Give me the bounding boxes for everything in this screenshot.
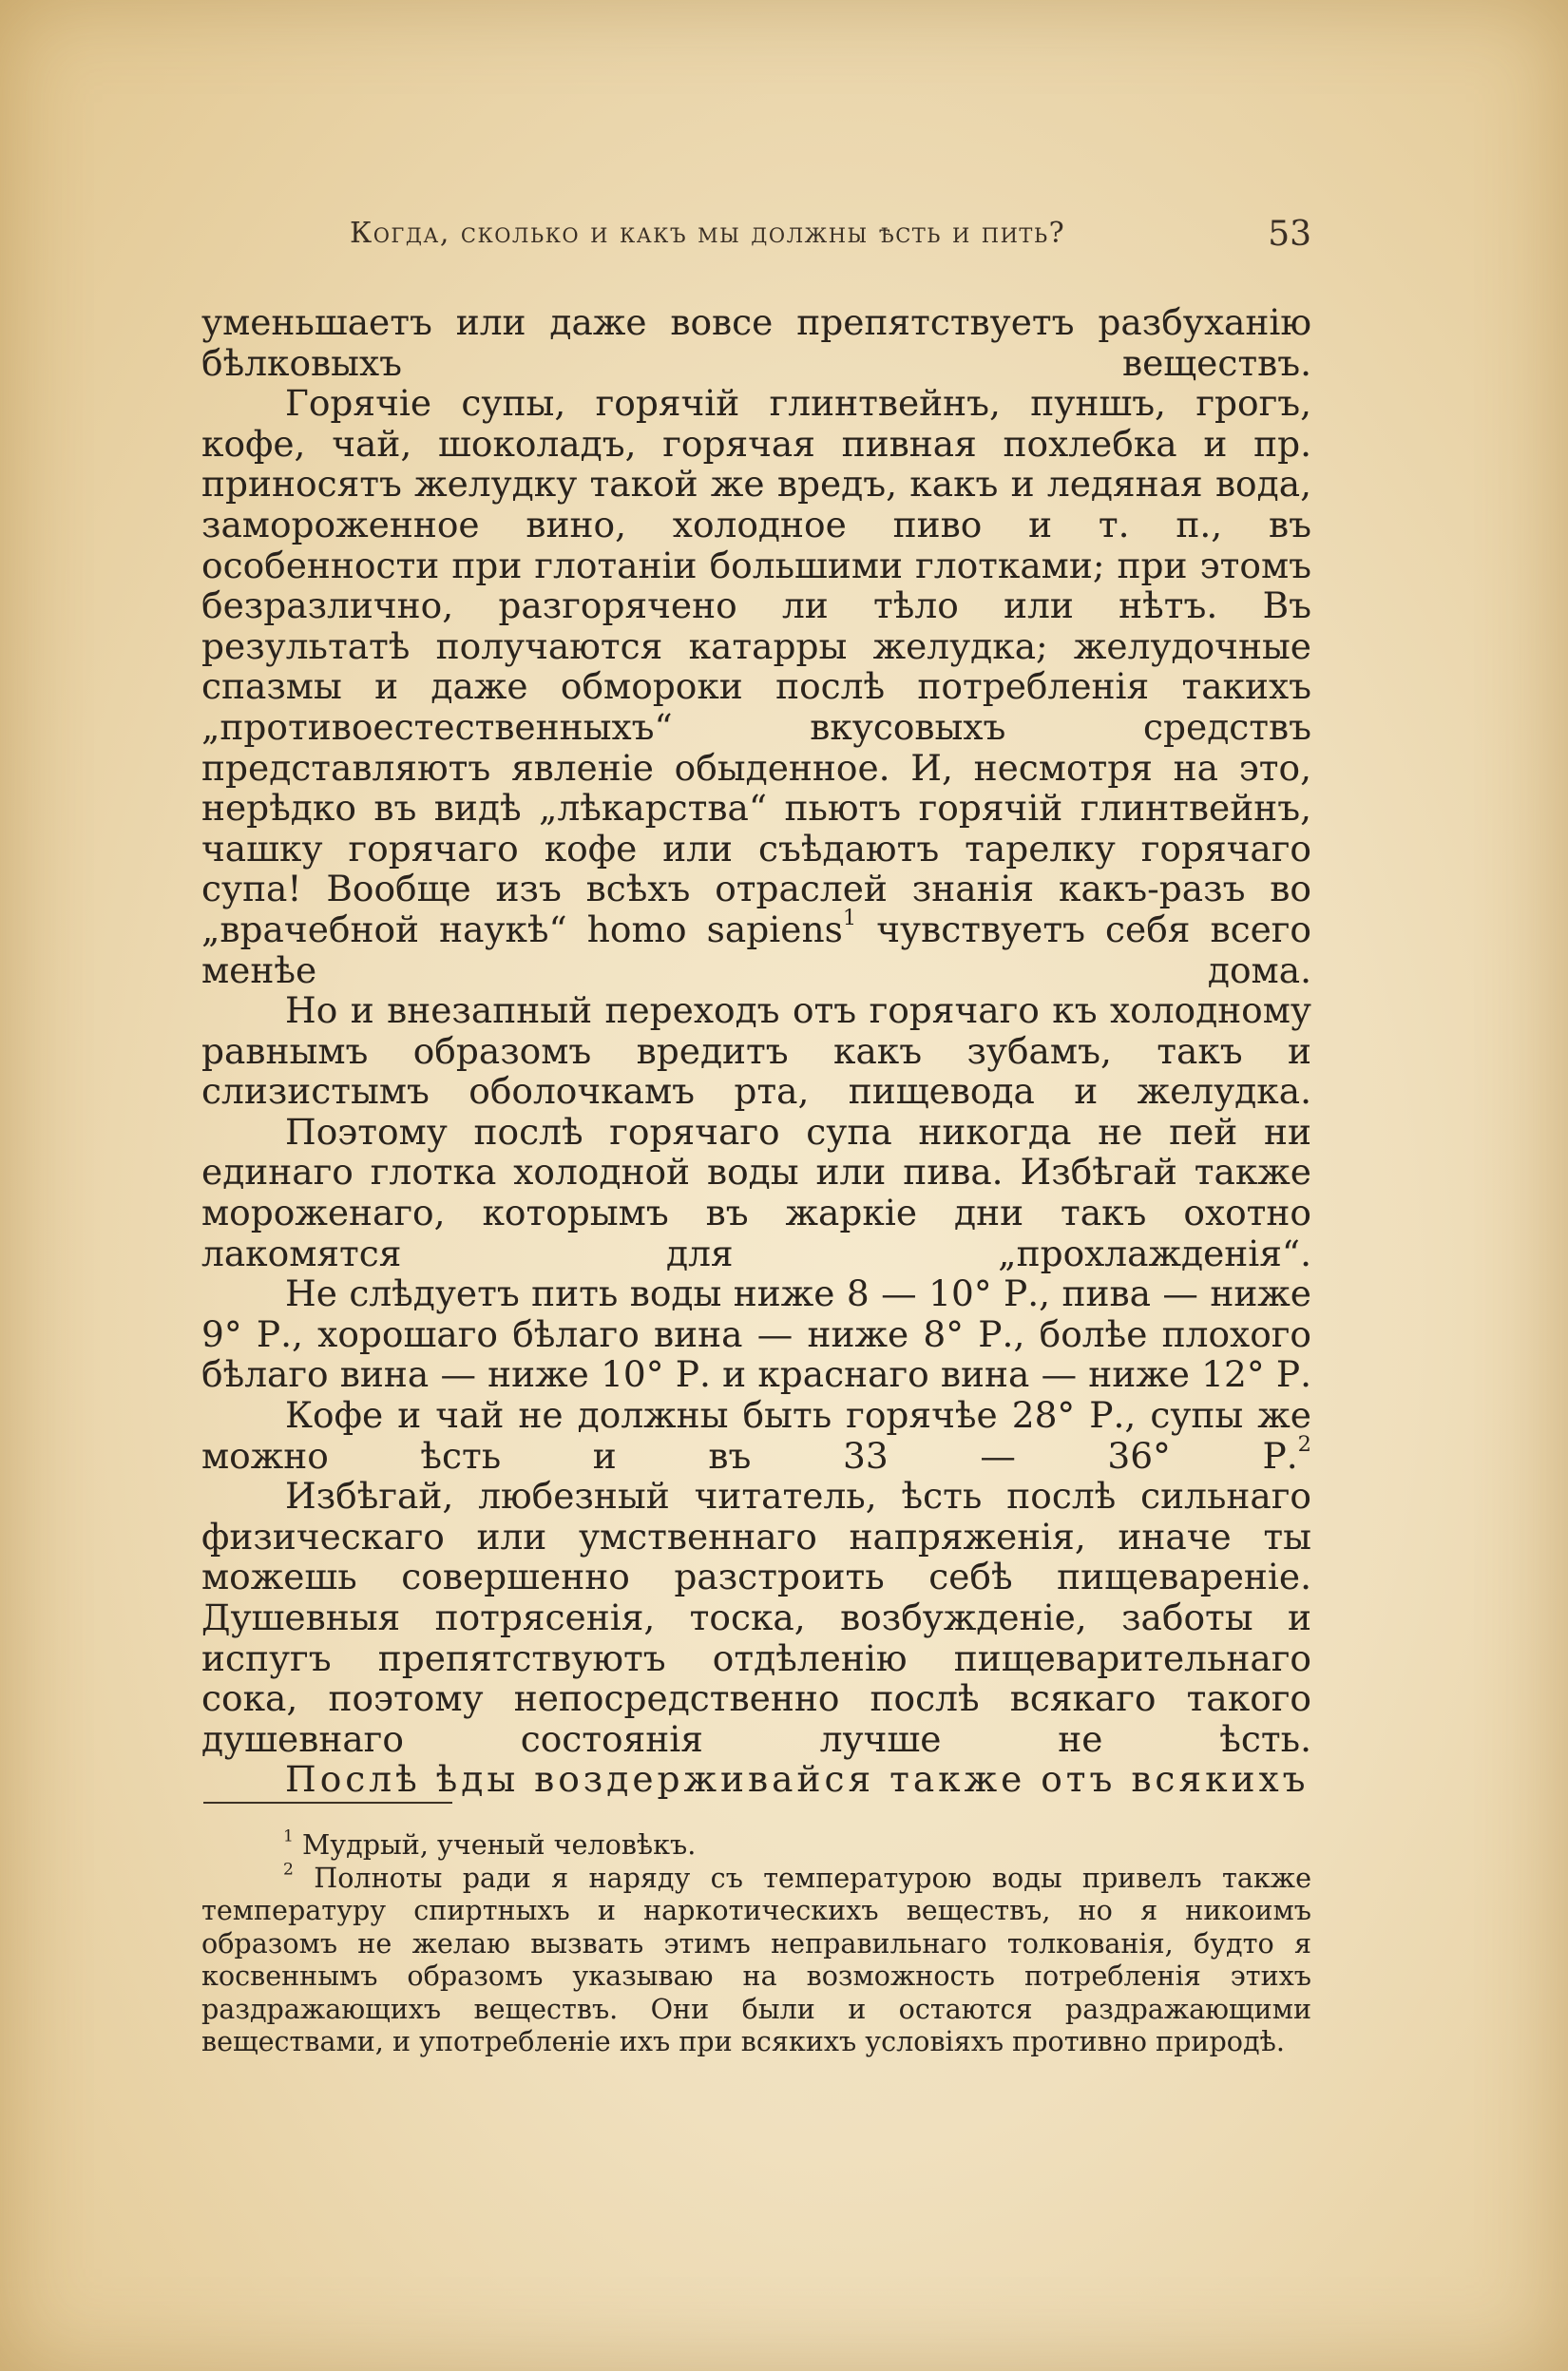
footnote-number: 2 (283, 1859, 294, 1879)
paragraph: Послѣ ѣды воздерживайся также отъ всякихъ (285, 1758, 1310, 1801)
paragraph (201, 383, 1311, 990)
footnote-marker: 1 (842, 905, 857, 930)
paragraph-text: Кофе и чай не должны быть горячѣе 28° Р., супы же можно ѣсть и въ 33 — 36° Р. (201, 1394, 1311, 1477)
footnote-marker: 2 (1297, 1431, 1311, 1457)
page-number: 53 (1268, 215, 1311, 254)
paragraph-text: чувствуетъ себя всего менѣе дома. (201, 908, 1312, 991)
footnote-divider (203, 1802, 452, 1804)
running-title: Когда, сколько и какъ мы должны ѣсть и пить? (350, 217, 1066, 250)
body-text (201, 302, 1311, 1800)
paragraph: уменьшаетъ или даже вовсе препятствуетъ разбуханію бѣлковыхъ веществъ. (201, 301, 1311, 384)
paragraph: Не слѣдуетъ пить воды ниже 8 — 10° Р., пива — ниже 9° Р., хорошаго бѣлаго вина — ниже 8° Р., болѣе плохого бѣлаго вина — ниже 10° Р. и краснаго вина — ниже 12° Р. (201, 1272, 1311, 1396)
running-head (350, 217, 1311, 258)
paragraph: Избѣгай, любезный читатель, ѣсть послѣ сильнаго физическаго или умственнаго напряженія, иначе ты можешь совершенно разстроить себѣ пищевареніе. Душевныя потрясенія, тоска, возбужденіе, заботы и испугъ препятствуютъ отдѣленію пищеварительнаго сока, поэтому непосредственно послѣ всякаго такого душевнаго состоянія лучше не ѣсть. (201, 1475, 1311, 1760)
footnote (201, 1859, 1311, 2058)
paragraph-text: Горячіе супы, горячій глинтвейнъ, пуншъ, грогъ, кофе, чай, шоколадъ, горячая пивная похлебка и пр. приносятъ желудку такой же вредъ, какъ и ледяная вода, замороженное вино, холодное пиво и т. п., въ особенности при глотаніи большими глотками; при этомъ безразлично, разгорячено ли тѣло или нѣтъ. Въ результатѣ получаются катарры желудка; желудочные спазмы и даже обмороки послѣ потребленія такихъ „противоестественныхъ“ вкусовыхъ средствъ представляютъ явленіе обыденное. И, несмотря на это, нерѣдко въ видѣ „лѣкарства“ пьютъ горячій глинтвейнъ, чашку горячаго кофе или съѣдаютъ тарелку горячаго супа! Вообще изъ всѣхъ отраслей знанія какъ-разъ во „врачебной наукѣ“ homo sapiens (201, 382, 1311, 950)
footnote-text: Мудрый, ученый человѣкъ. (302, 1828, 697, 1861)
footnotes (201, 1828, 1311, 2058)
paragraph (201, 1395, 1311, 1476)
footnote-number: 1 (283, 1826, 294, 1846)
paragraph: Поэтому послѣ горячаго супа никогда не пей ни единаго глотка холодной воды или пива. Избѣгай также мороженаго, которымъ въ жаркіе дни такъ охотно лакомятся для „прохлажденія“. (201, 1110, 1311, 1274)
footnote (201, 1828, 1311, 1862)
paragraph: Но и внезапный переходъ отъ горячаго къ холодному равнымъ образомъ вредитъ какъ зубамъ, такъ и слизистымъ оболочкамъ рта, пищевода и желудка. (201, 989, 1311, 1113)
footnote-text: Полноты ради я наряду съ температурою воды привелъ также температуру спиртныхъ и наркотическихъ веществъ, но я никоимъ образомъ не желаю вызвать этимъ неправильнаго толкованія, будто я косвеннымъ образомъ указываю на возможность потребленія этихъ раздражающихъ веществъ. Они были и остаются раздражающими веществами, и употребленіе ихъ при всякихъ условіяхъ противно природѣ. (201, 1861, 1311, 2057)
